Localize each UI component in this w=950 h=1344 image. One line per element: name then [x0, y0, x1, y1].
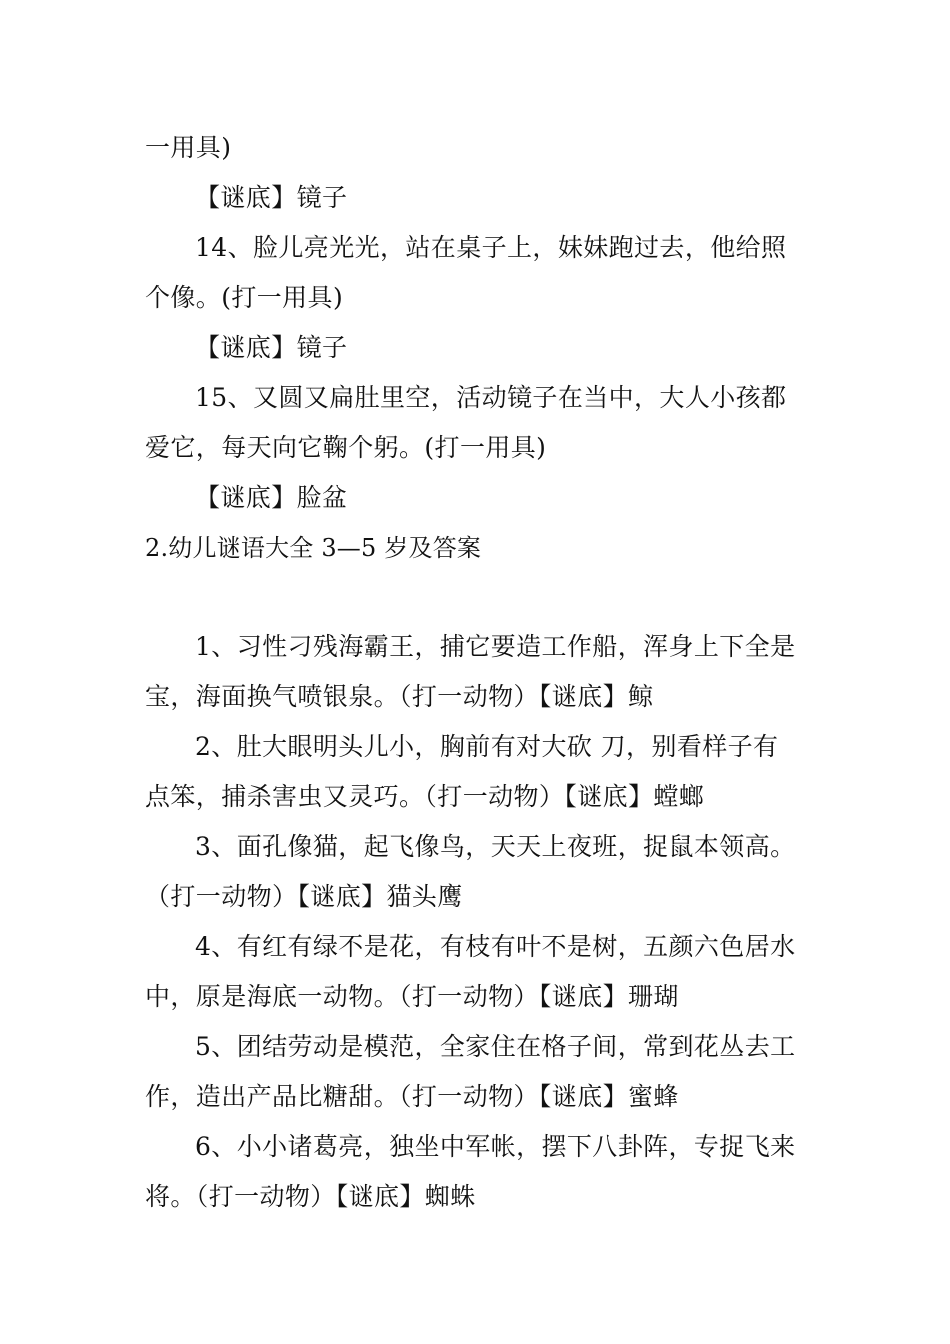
section-heading: 2.幼儿谜语大全 3—5 岁及答案: [145, 534, 482, 562]
text-line: 宝，海面换气喷银泉。（打一动物）【谜底】鲸: [145, 682, 654, 711]
riddle-question: 6、小小诸葛亮，独坐中军帐，摆下八卦阵，专捉飞来: [195, 1132, 796, 1161]
riddle-question: 2、肚大眼明头儿小，胸前有对大砍 刀，别看样子有: [195, 732, 779, 761]
riddle-answer: 【谜底】镜子: [195, 183, 348, 212]
text-line: 点笨，捕杀害虫又灵巧。（打一动物）【谜底】螳螂: [145, 782, 705, 811]
riddle-question: 5、团结劳动是模范，全家住在格子间，常到花丛去工: [195, 1032, 796, 1061]
riddle-answer: 【谜底】镜子: [195, 333, 348, 362]
riddle-question: 15、又圆又扁肚里空，活动镜子在当中，大人小孩都: [195, 383, 787, 412]
riddle-question: 1、习性刁残海霸王，捕它要造工作船，浑身上下全是: [195, 632, 796, 661]
text-line: （打一动物）【谜底】猫头鹰: [145, 882, 463, 911]
text-line: 爱它，每天向它鞠个躬。(打一用具): [145, 433, 547, 462]
text-line: 中，原是海底一动物。（打一动物）【谜底】珊瑚: [145, 982, 679, 1011]
riddle-answer: 【谜底】脸盆: [195, 483, 348, 512]
text-line: 作，造出产品比糖甜。（打一动物）【谜底】蜜蜂: [145, 1082, 679, 1111]
riddle-question: 4、有红有绿不是花，有枝有叶不是树，五颜六色居水: [195, 932, 796, 961]
riddle-question: 14、脸儿亮光光，站在桌子上，妹妹跑过去，他给照: [195, 233, 787, 262]
text-line: 个像。(打一用具): [145, 283, 344, 312]
riddle-question: 3、面孔像猫，起飞像鸟，天天上夜班，捉鼠本领高。: [195, 832, 796, 861]
text-line: 将。（打一动物）【谜底】蜘蛛: [145, 1182, 476, 1211]
text-line: 一用具): [145, 133, 232, 162]
